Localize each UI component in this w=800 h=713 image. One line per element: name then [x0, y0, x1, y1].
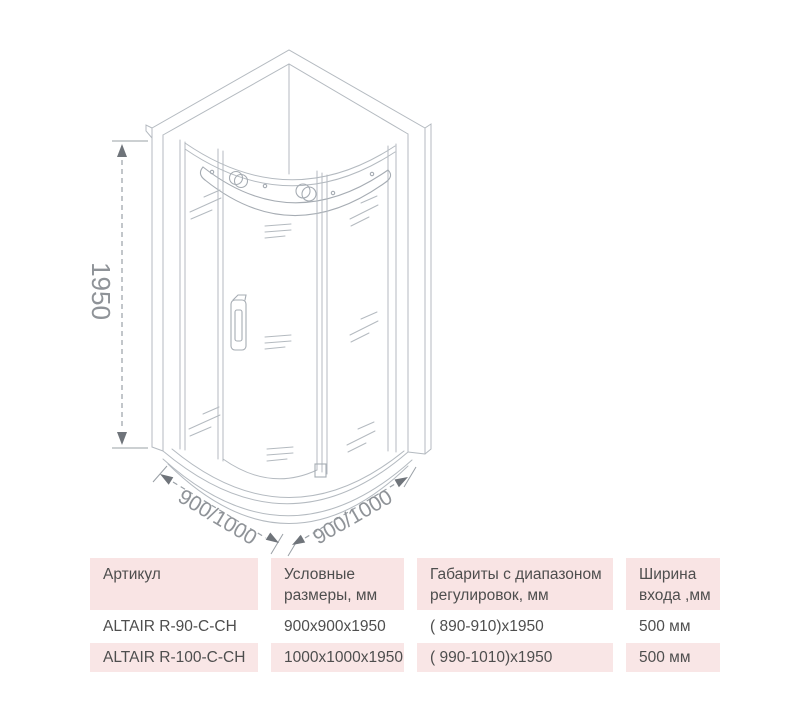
- cell-entry-width: 500 мм: [626, 643, 720, 672]
- cell-adjust-range: ( 990-1010)x1950: [417, 643, 613, 672]
- cell-article: ALTAIR R-90-C-CH: [90, 612, 258, 641]
- header-adjust-range: Габариты с диапазоном регулировок, мм: [417, 558, 613, 610]
- cell-article: ALTAIR R-100-C-CH: [90, 643, 258, 672]
- glass-hatch-marks: [189, 190, 378, 461]
- header-nominal-size: Условные размеры, мм: [271, 558, 404, 610]
- width-right-label: 900/1000: [309, 485, 397, 550]
- door-handle: [231, 295, 246, 350]
- header-entry-width: Ширина входа ,мм: [626, 558, 720, 610]
- header-article: Артикул: [90, 558, 258, 610]
- fixed-panel-frames: [180, 140, 396, 452]
- width-dimension-right: [288, 467, 416, 556]
- height-dimension: [86, 141, 148, 448]
- spec-table: [90, 558, 720, 672]
- cell-entry-width: 500 мм: [626, 612, 720, 641]
- width-left-label: 900/1000: [173, 485, 261, 550]
- curved-glass-top: [185, 143, 395, 186]
- cell-adjust-range: ( 890-910)x1950: [417, 612, 613, 641]
- sliding-door: [218, 149, 327, 479]
- roller: [296, 184, 316, 201]
- cell-nominal-size: 1000x1000x1950: [271, 643, 404, 672]
- cell-nominal-size: 900x900x1950: [271, 612, 404, 641]
- top-rail: [200, 167, 390, 216]
- height-dimension-label: 1950: [86, 262, 117, 320]
